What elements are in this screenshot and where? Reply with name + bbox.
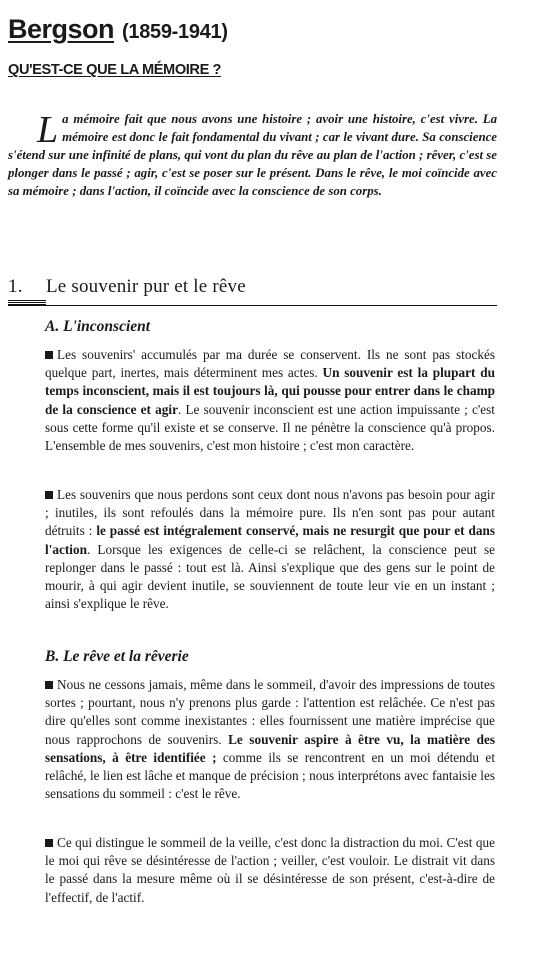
intro-paragraph [8,110,497,200]
subsection-a-title: A. L'inconscient [45,318,151,335]
bullet-square-icon [45,681,53,689]
bullet-square-icon [45,351,53,359]
chapter-question: QU'EST-CE QUE LA MÉMOIRE ? [8,62,222,78]
paragraph-text: Nous ne cessons jamais, même dans le sommeil, d'avoir des impressions de toutes sortes ; pourtant, nous n'y prenons plus garde : l'attention est relâchée. Ce n'est pas dire qu'elles sont comme inexistantes : elles fournissent une matière imprécise que nous rapprochons de souvenirs. [45,677,495,747]
paragraph-text: Ce qui distingue le sommeil de la veille, c'est donc la distraction du moi. C'est que le moi qui rêve se désintéresse de l'action ; veiller, c'est vouloir. Le distrait vit dans le passé dans la mesure même où il se désintéresse de son présent, c'est-à-dire de l'effectif, de l'actif. [45,835,495,905]
paragraph-bold: Le souvenir aspire à être vu, la matière des sensations, à être identifiée ; [45,731,495,765]
author-dates: (1859-1941) [122,21,228,43]
paragraph-b2 [45,834,495,907]
paragraph-bold: le passé est intégralement conservé, mais ne resurgit que pour et dans l'action [45,523,495,557]
paragraph-a2 [45,486,495,613]
paragraph-a1 [45,346,495,455]
paragraph-text: . Lorsque les exigences de celle-ci se relâchent, la conscience peut se replonger dans le passé : tout est là. Ainsi s'explique que des gens sur le point de mourir, à qui agir devient inutile, se souviennent de toute leur vie en un instant ; ainsi s'explique le rêve. [45,541,495,612]
paragraph-bold: Un souvenir est la plupart du temps inconscient, mais il est toujours là, qui pousse pour entrer dans le champ de la conscience et agir [45,365,495,417]
subsection-b-title: B. Le rêve et la rêverie [45,648,189,665]
author-name: Bergson [8,14,115,44]
paragraph-text: comme ils se rencontrent en un moi détendu et relâché, le lien est lâche et manque de précision ; nous interprétons avec fantaisie les sensations du sommeil : c'est le rêve. [45,749,495,802]
bullet-square-icon [45,491,53,499]
intro-text: a mémoire fait que nous avons une histoire ; avoir une histoire, c'est vivre. La mémoire est donc le fait fondamental du vivant ; car le vivant dure. Sa conscience s'étend sur une infinité de plans, qui vont du plan du rêve au plan de l'action ; rêver, c'est se plonger dans le passé ; agir, c'est se poser sur le présent. Dans le rêve, le moi coïncide avec sa mémoire ; dans l'action, il coïncide avec la conscience de son corps. [8,112,497,198]
title-line [8,14,228,45]
drop-cap: L [37,109,59,151]
paragraph-b1 [45,676,495,803]
paragraph-text: . Le souvenir inconscient est une action impuissante ; c'est sous cette forme qu'il existe et se conserve. Il ne pénètre la conscience qu'à propos. L'ensemble de mes souvenirs, c'est mon histoire ; c'est mon caractère. [45,401,495,454]
section-rule [8,305,497,306]
section-number: 1. [8,276,23,297]
paragraph-text: Les souvenirs' accumulés par ma durée se conservent. Ils ne sont pas stockés quelque part, inertes, mais déterminent mes actes. [45,347,495,381]
section-heading [8,276,497,298]
section-title: Le souvenir pur et le rêve [46,276,246,297]
paragraph-text: Les souvenirs que nous perdons sont ceux dont nous n'avons pas besoin pour agir ; inutiles, ils sont refoulés dans la mémoire pure. Ils n'en sont pas pour autant détruits : [45,487,495,539]
bullet-square-icon [45,839,53,847]
